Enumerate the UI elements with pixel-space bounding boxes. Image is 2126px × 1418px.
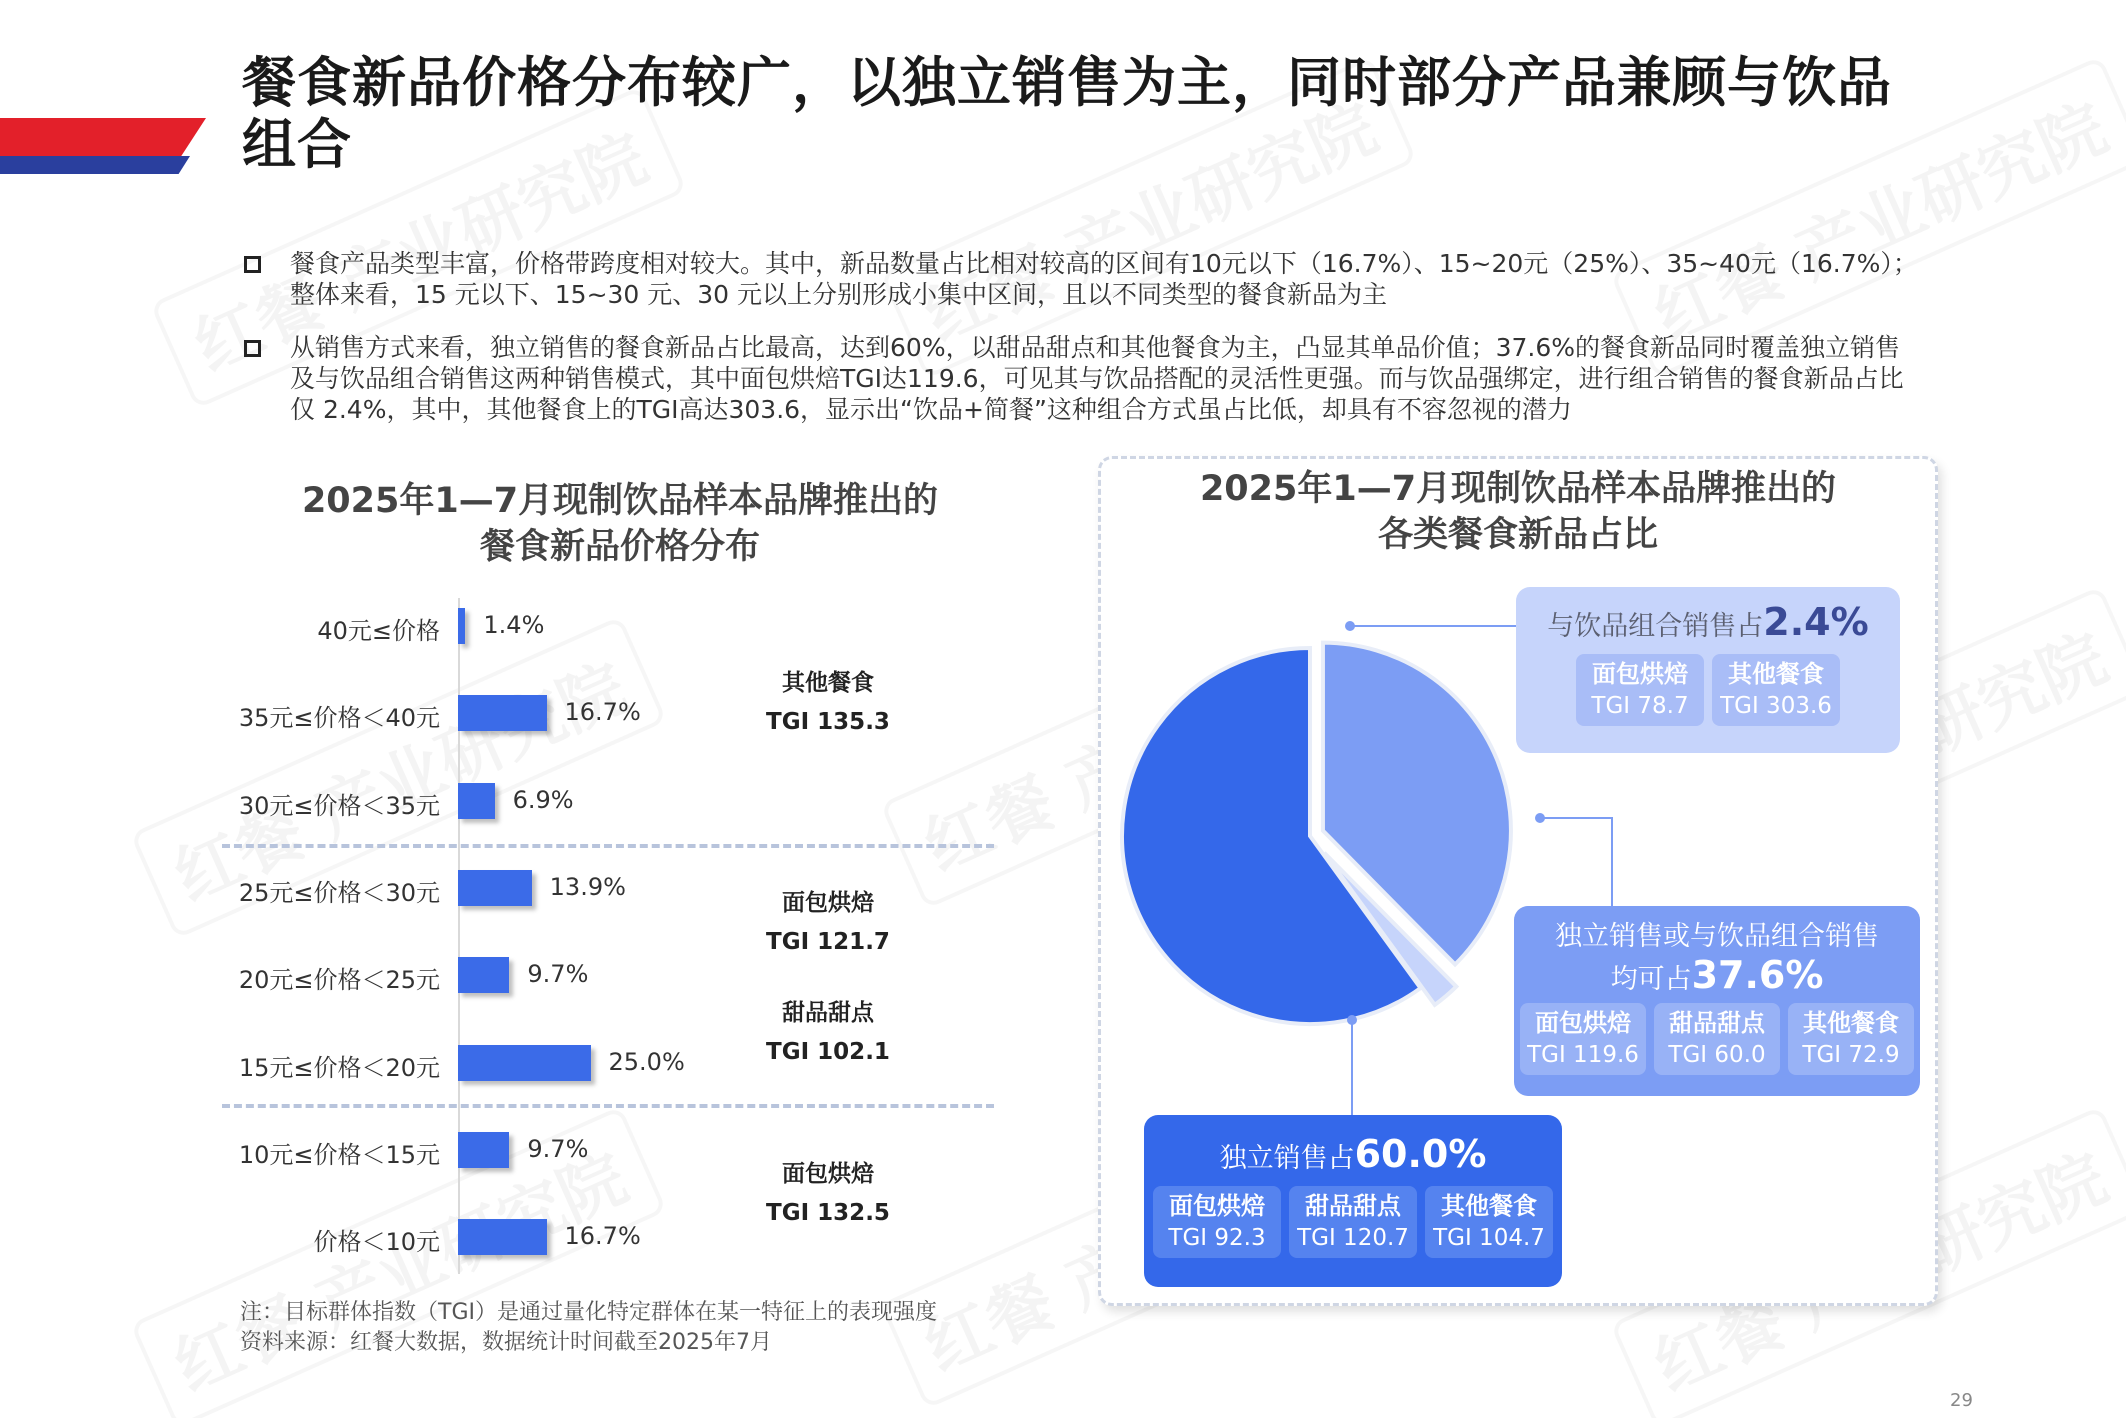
bar: [458, 695, 547, 731]
chip-category: 面包烘焙: [1169, 1192, 1265, 1220]
header-accent-red: [0, 118, 206, 156]
callout-heading: [1514, 953, 1920, 999]
callout-solo-sales: [1144, 1115, 1562, 1287]
footnote: [240, 1298, 937, 1358]
chip-category: 其他餐食: [1441, 1192, 1537, 1220]
callout-heading: [1144, 1132, 1562, 1178]
chip-category: 其他餐食: [1728, 660, 1824, 688]
chip-tgi: TGI 119.6: [1527, 1042, 1639, 1068]
bar: [458, 783, 495, 819]
chip-tgi: TGI 78.7: [1591, 693, 1689, 719]
bullet-text: 餐食产品类型丰富，价格带跨度相对较大。其中，新品数量占比相对较高的区间有10元以下（16.7%）、15~20元（25%）、35~40元（16.7%）；整体来看，15 元以下、15~30 元、30 元以上分别形成小集中区间，且以不同类型的餐食新品为主: [290, 249, 1918, 309]
group-separator: [222, 844, 994, 848]
bar-value-label: 9.7%: [527, 960, 589, 989]
checkbox-bullet-icon: [244, 340, 261, 357]
bar-value-label: 13.9%: [549, 872, 626, 901]
bar-value-label: 25.0%: [608, 1047, 685, 1076]
chip-category: 其他餐食: [1803, 1009, 1899, 1037]
right-chart-title-line2: 各类餐食新品占比: [1377, 515, 1658, 555]
bar-value-label: 16.7%: [564, 698, 641, 727]
group-tgi: TGI 135.3: [766, 709, 890, 735]
footnote-source: 资料来源：红餐大数据，数据统计时间截至2025年7月: [240, 1330, 772, 1355]
callout-value: 60.0%: [1354, 1132, 1487, 1176]
header-accent-blue: [0, 156, 190, 174]
left-chart-title: [230, 478, 1010, 570]
group-category: 其他餐食: [782, 670, 874, 696]
tgi-chip: [1425, 1186, 1553, 1258]
callout-prefix: 独立销售占: [1219, 1143, 1355, 1174]
bullet-text: 从销售方式来看，独立销售的餐食新品占比最高，达到60%，以甜品甜点和其他餐食为主，凸显其单品价值；37.6%的餐食新品同时覆盖独立销售及与饮品组合销售这两种销售模式，其中面包烘焙TGI达119.6，可见其与饮品搭配的灵活性更强。而与饮品强绑定，进行组合销售的餐食新品占比仅 2.4%，其中，其他餐食上的TGI高达303.6，显示出“饮品+简餐”这种组合方式虽占比低，却具有不容忽视的潜力: [290, 333, 1904, 424]
chip-row: [1516, 654, 1900, 726]
tgi-chip: [1153, 1186, 1281, 1258]
bar-value-label: 6.9%: [512, 785, 574, 814]
bar: [458, 1219, 547, 1255]
left-chart-title-line1: 2025年1—7月现制饮品样本品牌推出的: [301, 481, 939, 521]
tgi-chip: [1654, 1003, 1780, 1075]
bar: [458, 608, 465, 644]
chip-tgi: TGI 60.0: [1668, 1042, 1766, 1068]
tgi-chip: [1520, 1003, 1646, 1075]
bar-category-label: 10元≤价格＜15元: [238, 1140, 440, 1169]
tgi-chip: [1289, 1186, 1417, 1258]
bullet-list: [242, 248, 1922, 443]
callout-both-sales: [1514, 906, 1920, 1096]
callout-combo-sales: [1516, 587, 1900, 753]
chip-category: 甜品甜点: [1669, 1009, 1765, 1037]
right-chart-title-line1: 2025年1—7月现制饮品样本品牌推出的: [1199, 469, 1837, 509]
chip-tgi: TGI 72.9: [1802, 1042, 1900, 1068]
page-number: 29: [1950, 1390, 1973, 1411]
page-title: 餐食新品价格分布较广，以独立销售为主，同时部分产品兼顾与饮品组合: [242, 51, 1892, 176]
bullet-item: [242, 248, 1922, 310]
group-separator: [222, 1104, 994, 1108]
chip-category: 面包烘焙: [1592, 660, 1688, 688]
bar-category-label: 35元≤价格＜40元: [238, 704, 440, 733]
callout-value: 2.4%: [1763, 600, 1869, 644]
bar: [458, 1132, 509, 1168]
bar: [458, 957, 509, 993]
bar-category-label: 30元≤价格＜35元: [238, 791, 440, 820]
chip-tgi: TGI 92.3: [1168, 1225, 1266, 1251]
bar-category-label: 15元≤价格＜20元: [238, 1053, 440, 1082]
group-category: 面包烘焙: [782, 1161, 874, 1187]
bar-value-label: 16.7%: [564, 1222, 641, 1251]
group-tgi-label: [728, 1155, 928, 1233]
chip-row: [1144, 1186, 1562, 1258]
bar-value-label: 9.7%: [527, 1134, 589, 1163]
bar: [458, 870, 532, 906]
chip-tgi: TGI 120.7: [1297, 1225, 1409, 1251]
tgi-chip: [1788, 1003, 1914, 1075]
group-tgi-label: [728, 664, 928, 742]
callout-heading: [1516, 600, 1900, 646]
bar-row: [0, 779, 1000, 823]
bar-category-label: 20元≤价格＜25元: [238, 966, 440, 995]
callout-line1: 独立销售或与饮品组合销售: [1555, 921, 1879, 952]
left-chart-title-line2: 餐食新品价格分布: [479, 527, 760, 567]
group-tgi: TGI 102.1: [766, 1039, 890, 1065]
chip-category: 甜品甜点: [1305, 1192, 1401, 1220]
chip-category: 面包烘焙: [1535, 1009, 1631, 1037]
callout-prefix: 均可占: [1610, 964, 1692, 995]
group-tgi-label: [728, 884, 928, 962]
callout-value: 37.6%: [1691, 953, 1824, 997]
bar-category-label: 40元≤价格: [317, 617, 440, 645]
right-chart-title: [1098, 466, 1938, 558]
group-tgi: TGI 121.7: [766, 929, 890, 955]
group-tgi: TGI 132.5: [766, 1200, 890, 1226]
bar-category-label: 价格＜10元: [313, 1228, 440, 1257]
group-tgi-label: [728, 994, 928, 1072]
chip-tgi: TGI 104.7: [1433, 1225, 1545, 1251]
bullet-item: [242, 332, 1922, 425]
bar: [458, 1045, 591, 1081]
group-category: 甜品甜点: [782, 1000, 874, 1026]
bar-row: [0, 604, 1000, 648]
tgi-chip: [1576, 654, 1704, 726]
bar-category-label: 25元≤价格＜30元: [238, 878, 440, 907]
checkbox-bullet-icon: [244, 256, 261, 273]
chip-tgi: TGI 303.6: [1720, 693, 1832, 719]
callout-prefix: 与饮品组合销售占: [1547, 611, 1764, 642]
tgi-chip: [1712, 654, 1840, 726]
group-category: 面包烘焙: [782, 890, 874, 916]
bar-value-label: 1.4%: [483, 611, 545, 639]
footnote-tgi: 注：目标群体指数（TGI）是通过量化特定群体在某一特征上的表现强度: [240, 1300, 937, 1325]
chip-row: [1514, 1003, 1920, 1075]
